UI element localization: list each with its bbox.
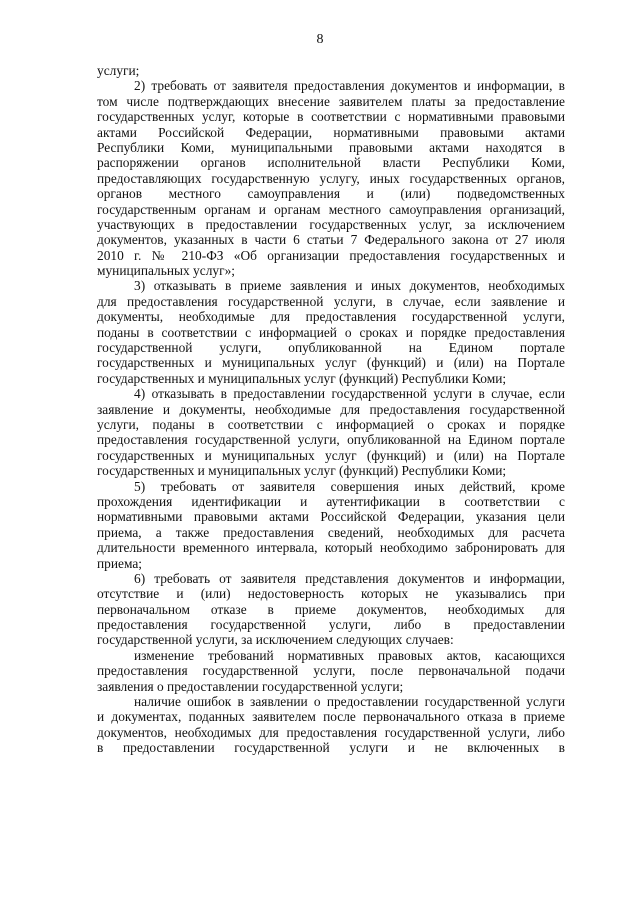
page-number: 8 — [316, 32, 324, 47]
text-line: длительности временного интервала, который необходимо забронировать для — [97, 540, 565, 556]
text-line: документов, необходимых для предоставления государственной услуги, либо — [97, 724, 565, 740]
text-line: отсутствие и (или) недостоверность которых не указывались при — [97, 586, 565, 602]
text-line: государственной услуги, опубликованной на Едином портале — [97, 340, 565, 356]
text-line: заявление и документы, необходимые для предоставления государственной — [97, 401, 565, 417]
body-text — [97, 63, 565, 756]
text-line: том числе подтверждающих внесение заявителем платы за предоставление — [97, 93, 565, 109]
text-line: органов местного самоуправления и (или) подведомственных — [97, 186, 565, 202]
text-line: приема, а также предоставления сведений, необходимых для расчета — [97, 524, 565, 540]
text-line: и документах, поданных заявителем после первоначального отказа в приеме — [97, 709, 565, 725]
text-line: предоставляющих государственную услугу, иных государственных органов, — [97, 170, 565, 186]
text-line: приема; — [97, 555, 143, 571]
text-line: 3) отказывать в приеме заявления и иных документов, необходимых — [134, 278, 565, 294]
text-line: муниципальных услуг»; — [97, 263, 235, 279]
text-line: государственных и муниципальных услуг (функций) Республики Коми; — [97, 370, 507, 386]
text-line: поданы в соответствии с информацией о сроках и порядке предоставления — [97, 324, 565, 340]
text-line: предоставления государственной услуги, либо в предоставлении — [97, 617, 565, 633]
text-line: государственным органам и органам местного самоуправления организаций, — [97, 201, 565, 217]
text-line: 5) требовать от заявителя совершения иных действий, кроме — [134, 478, 565, 494]
text-line: 2) требовать от заявителя предоставления документов и информации, в — [134, 78, 565, 94]
text-line: 4) отказывать в предоставлении государственной услуги в случае, если — [134, 386, 565, 402]
text-line: государственной услуги, за исключением следующих случаев: — [97, 632, 454, 648]
text-line: государственных услуг, которые в соответствии с нормативными правовыми — [97, 109, 565, 125]
text-line: 6) требовать от заявителя представления документов и информации, — [134, 570, 565, 586]
text-line: государственных и муниципальных услуг (функций) и (или) на Портале — [97, 355, 565, 371]
text-line: участвующих в предоставлении государственных услуг, за исключением — [97, 216, 565, 232]
text-line: предоставления государственной услуги, после первоначальной подачи — [97, 663, 565, 679]
text-line: прохождения идентификации и аутентификации в соответствии с — [97, 493, 565, 509]
text-line: 2010 г. № 210-ФЗ «Об организации предоставления государственных и — [97, 247, 565, 263]
text-line: нормативными правовыми актами Российской Федерации, указания цели — [97, 509, 565, 525]
text-line: предоставления государственной услуги, опубликованной на Едином портале — [97, 432, 565, 448]
text-line: документов, указанных в части 6 статьи 7 Федерального закона от 27 июля — [97, 232, 565, 248]
text-line: услуги; — [97, 63, 140, 78]
text-line: услуги, поданы в соответствии с информацией о сроках и порядке — [97, 416, 565, 432]
text-line: распоряжении органов исполнительной власти Республики Коми, — [97, 155, 565, 171]
text-line: актами Российской Федерации, нормативными правовыми актами — [97, 124, 565, 140]
text-line: наличие ошибок в заявлении о предоставлении государственной услуги — [134, 694, 565, 710]
text-line: в предоставлении государственной услуги и не включенных в — [97, 740, 565, 756]
text-line: Республики Коми, муниципальными правовыми актами находятся в — [97, 139, 565, 155]
text-line: для предоставления государственной услуги, в случае, если заявление и — [97, 293, 565, 309]
text-line: заявления о предоставлении государственной услуги; — [97, 678, 404, 694]
text-line: государственных и муниципальных услуг (функций) Республики Коми; — [97, 463, 507, 479]
text-line: изменение требований нормативных правовых актов, касающихся — [134, 647, 565, 663]
text-line: первоначальном отказе в приеме документов, необходимых для — [97, 601, 565, 617]
text-line: документы, необходимые для предоставления государственной услуги, — [97, 309, 565, 325]
text-line: государственных и муниципальных услуг (функций) и (или) на Портале — [97, 447, 565, 463]
